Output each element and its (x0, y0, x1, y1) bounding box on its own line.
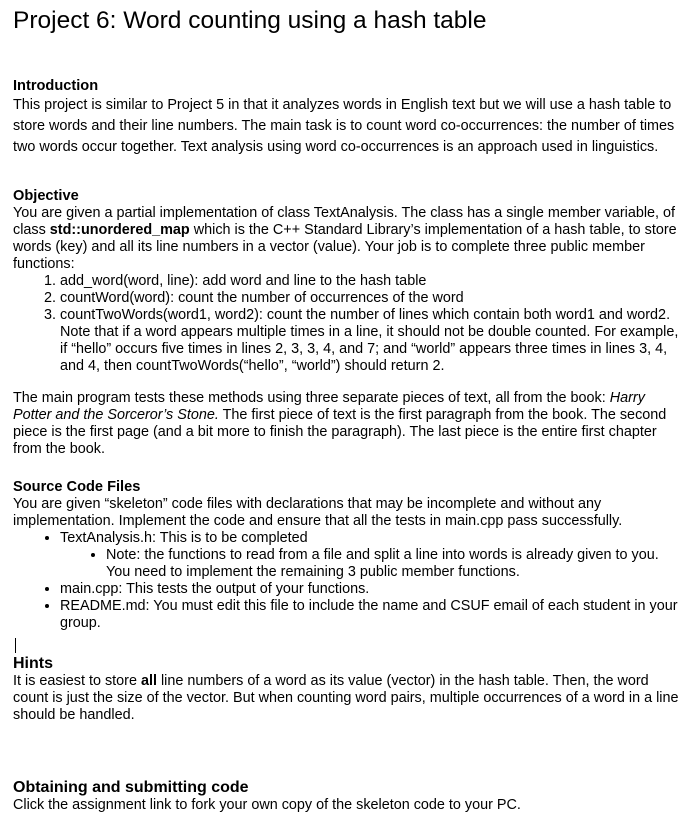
list-item: 3. countTwoWords(word1, word2): count the number of lines which contain both word1 and word2. Note that if a word appears multiple times in a line, it should not be double counted. For example, if “hello” occurs five times in lines 2, 3, 3, 4, and 7; and “world” appears three times in lines 3, 4, and 4, then countTwoWords(“hello”, “world”) should return 2. (60, 307, 681, 375)
page-title: Project 6: Word counting using a hash table (13, 7, 487, 34)
list-item: • Note: the functions to read from a file and split a line into words is already given to you. You need to implement the remaining 3 public member functions. (106, 547, 681, 581)
list-item: 2. countWord(word): count the number of occurrences of the word (60, 290, 681, 307)
file-list (13, 530, 681, 632)
source-code-section (13, 478, 681, 632)
obtaining-section (13, 778, 681, 814)
main-program-paragraph: The main program tests these methods using three separate pieces of text, all from the book: Harry Potter and the Sorceror’s Stone. The first piece of text is the first paragraph from the book. The second piece is the first page (and a bit more to finish the paragraph). The last piece is the entire first chapter from the book. (13, 390, 667, 457)
list-item: 1. add_word(word, line): add word and line to the hash table (60, 273, 681, 290)
function-list (13, 273, 681, 375)
hints-section (13, 654, 681, 724)
objective-section (13, 187, 681, 375)
list-item: • README.md: You must edit this file to include the name and CSUF email of each student in your group. (60, 598, 681, 632)
text-cursor (15, 638, 16, 653)
introduction-heading: Introduction (13, 78, 99, 94)
source-code-heading: Source Code Files (13, 479, 141, 495)
list-item: • TextAnalysis.h: This is to be completed • Note: the functions to read from a file and split a line into words is already given to you. You need to implement the remaining 3 public member functions. (60, 530, 681, 581)
book-title: Harry Potter and the Sorceror’s Stone. (13, 390, 645, 423)
obtaining-heading: Obtaining and submitting code (13, 779, 249, 796)
objective-heading: Objective (13, 188, 79, 204)
introduction-section (13, 77, 681, 157)
source-code-body: You are given “skeleton” code files with declarations that may be incomplete and without any implementation. Implement the code and ensure that all the tests in main.cpp pass successfully. (13, 496, 623, 529)
obtaining-body: Click the assignment link to fork your own copy of the skeleton code to your PC. (13, 797, 521, 813)
code-term: std::unordered_map (49, 222, 190, 238)
hints-body: It is easiest to store all line numbers of a word as its value (vector) in the hash table. Then, the word count is just the size of the vector. But when counting word pairs, multiple occurrences of a word in a line should be handled. (13, 673, 679, 723)
list-item: • main.cpp: This tests the output of your functions. (60, 581, 681, 598)
introduction-body: This project is similar to Project 5 in that it analyzes words in English text but we will use a hash table to store words and their line numbers. The main task is to count word co-occurrences: the number of times two words occur together. Text analysis using word co-occurrences is an approach used in linguistics. (13, 97, 675, 155)
hints-heading: Hints (13, 655, 53, 672)
objective-intro: You are given a partial implementation of class TextAnalysis. The class has a single member variable, of class std::unordered_map which is the C++ Standard Library’s implementation of a hash table, to store words (key) and all its line numbers in a vector (value). Your job is to complete three public member functions: (13, 205, 677, 272)
